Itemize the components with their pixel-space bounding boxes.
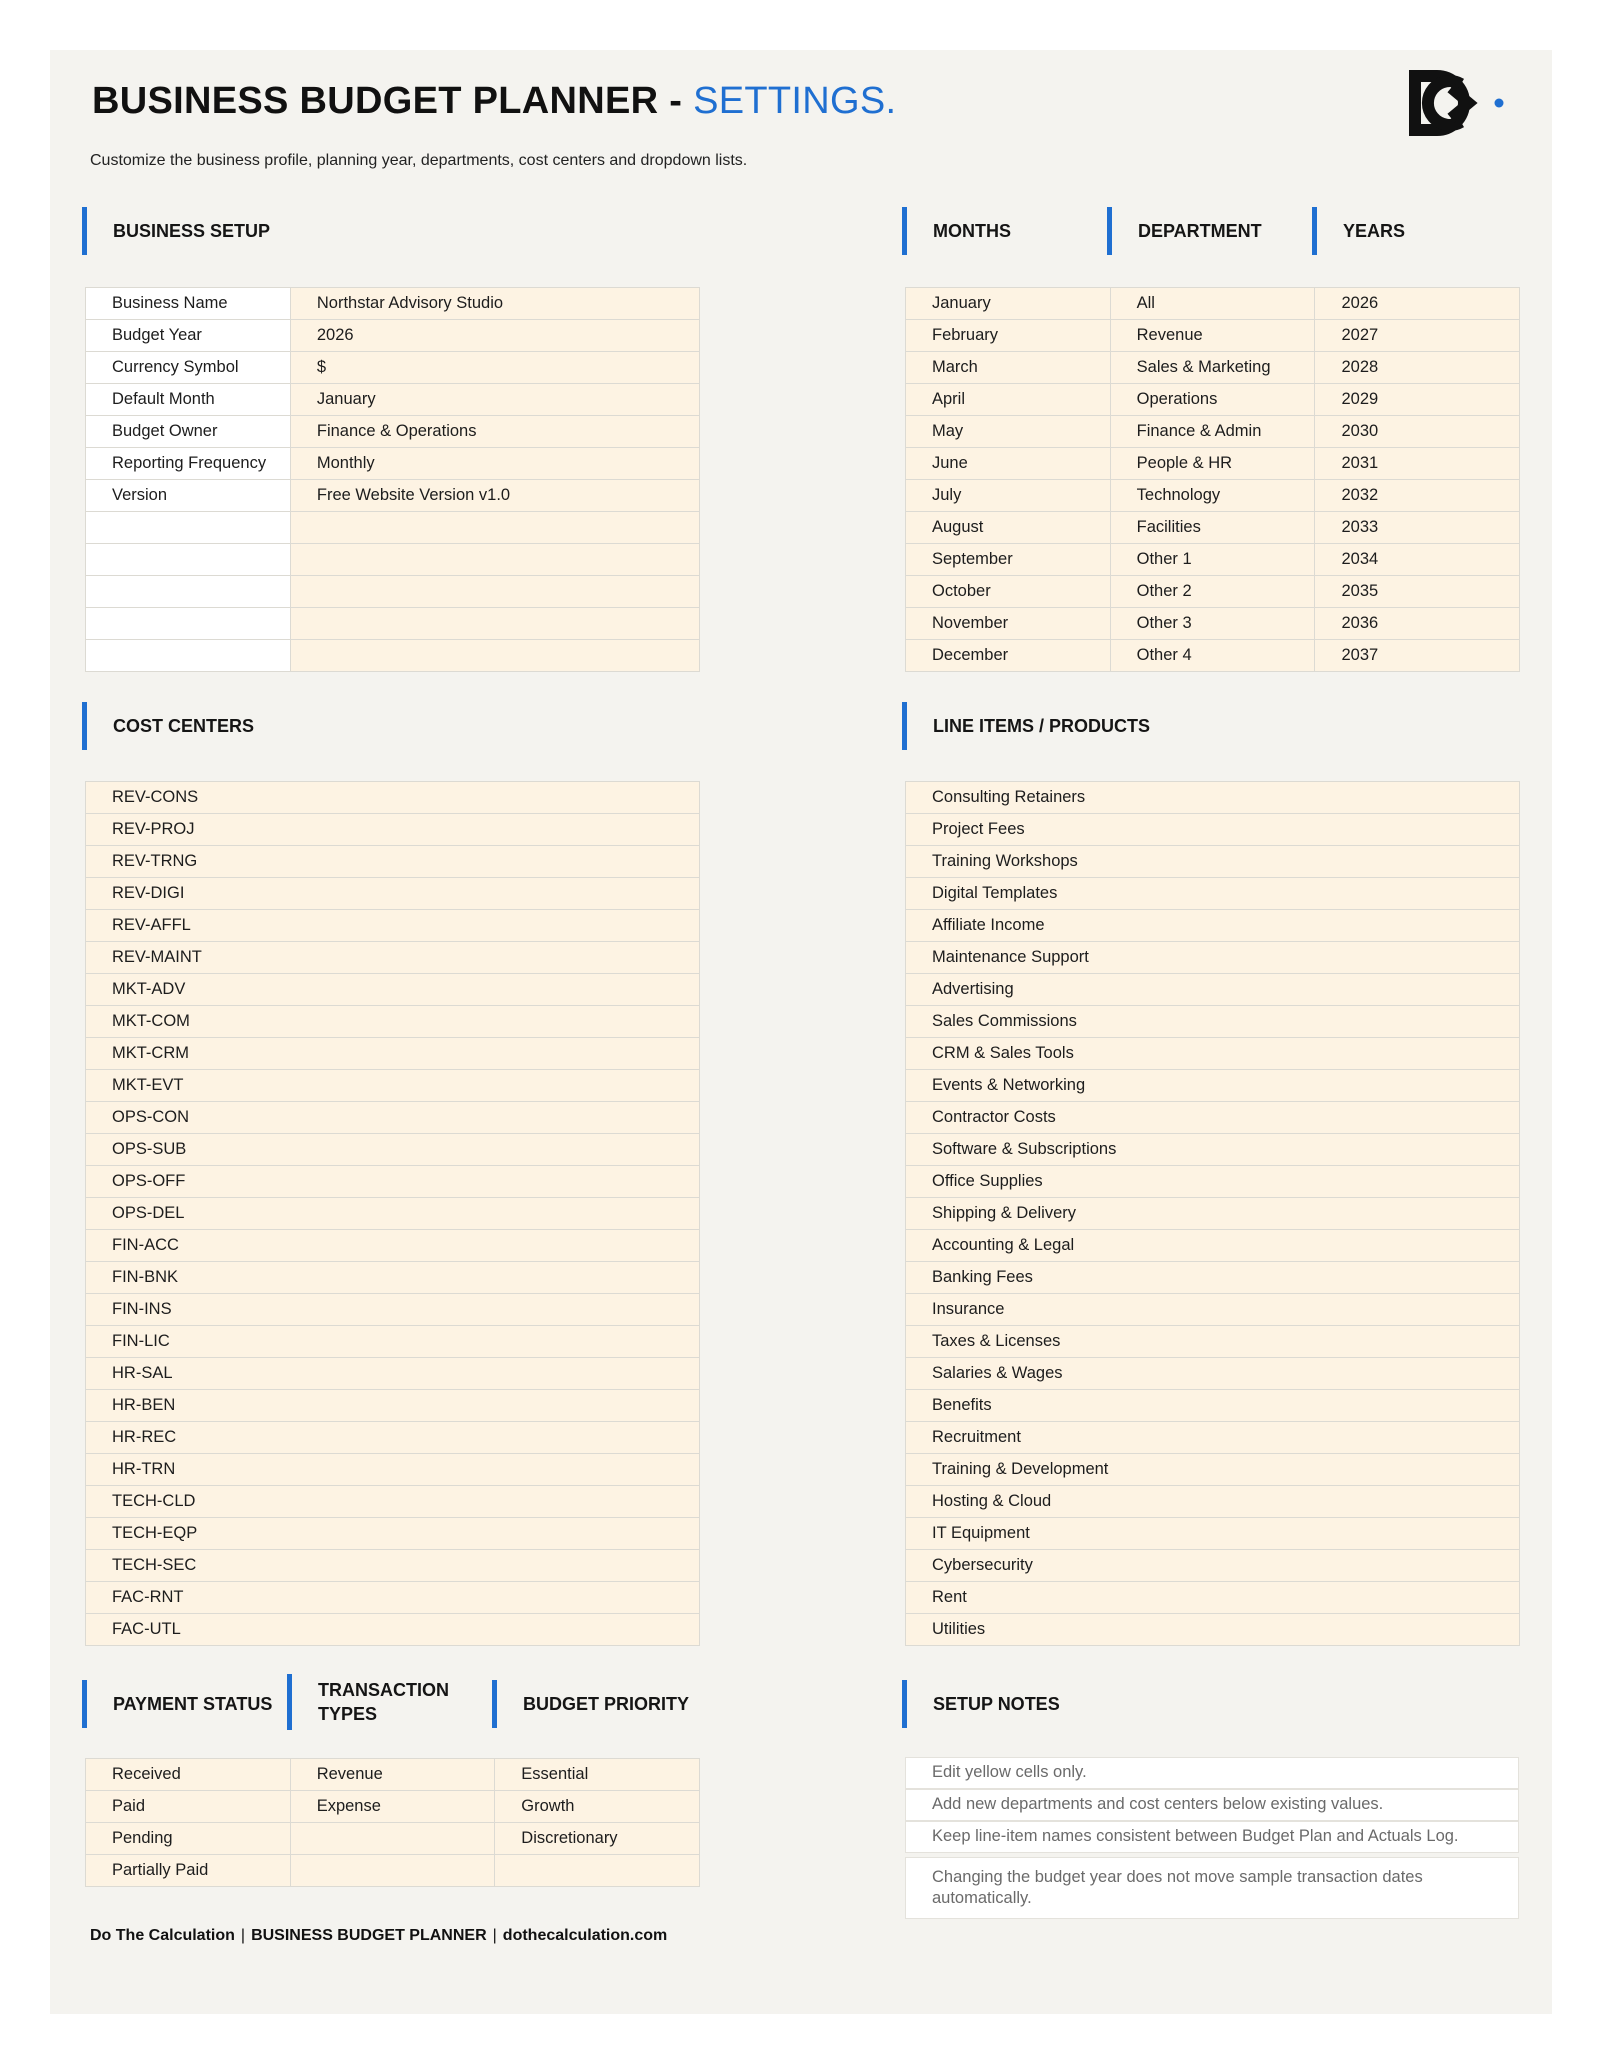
year-cell[interactable]: 2029 [1315,384,1520,416]
line-item-cell[interactable]: Software & Subscriptions [906,1134,1520,1166]
business-setup-row [86,448,700,480]
lists-row [906,480,1520,512]
cost-center-cell[interactable]: HR-TRN [86,1454,700,1486]
cost-center-cell[interactable]: OPS-SUB [86,1134,700,1166]
cost-center-row [86,1422,700,1454]
lists-table [905,287,1520,672]
line-item-cell[interactable]: IT Equipment [906,1518,1520,1550]
line-item-cell[interactable]: Project Fees [906,814,1520,846]
business-setup-row [86,480,700,512]
months-heading: MONTHS [902,207,1011,255]
line-item-cell[interactable]: Salaries & Wages [906,1358,1520,1390]
years-heading: YEARS [1312,207,1405,255]
cost-center-cell[interactable]: REV-TRNG [86,846,700,878]
line-item-cell[interactable]: Insurance [906,1294,1520,1326]
setting-label: Default Month [86,384,291,416]
transaction-type-cell[interactable]: Expense [290,1791,495,1823]
year-cell[interactable]: 2031 [1315,448,1520,480]
cost-center-row [86,1070,700,1102]
cost-center-row [86,1262,700,1294]
month-cell[interactable]: June [906,448,1111,480]
cost-center-row [86,1166,700,1198]
line-item-cell[interactable]: Rent [906,1582,1520,1614]
lists-row [906,288,1520,320]
setup-notes [905,1757,1519,1919]
line-item-cell[interactable]: Recruitment [906,1422,1520,1454]
setting-label: Version [86,480,291,512]
cost-center-cell[interactable]: FIN-ACC [86,1230,700,1262]
setting-value-cell[interactable]: Finance & Operations [290,416,699,448]
lists-row [906,320,1520,352]
budget-priority-heading: BUDGET PRIORITY [492,1680,689,1728]
department-cell[interactable]: Finance & Admin [1110,416,1315,448]
transaction-types-heading: TRANSACTION TYPES [287,1674,457,1730]
line-item-row [906,1294,1520,1326]
line-item-row [906,1166,1520,1198]
dc-logo-icon [1407,68,1507,138]
footer-separator: | [240,1927,246,1944]
cost-center-row [86,1038,700,1070]
cost-center-row [86,846,700,878]
line-item-cell[interactable]: Maintenance Support [906,942,1520,974]
department-cell[interactable]: Other 3 [1110,608,1315,640]
line-item-cell[interactable]: Training Workshops [906,846,1520,878]
cost-center-cell[interactable]: MKT-COM [86,1006,700,1038]
department-cell[interactable]: All [1110,288,1315,320]
line-item-row [906,846,1520,878]
year-cell[interactable]: 2028 [1315,352,1520,384]
title-accent: SETTINGS. [693,80,897,122]
cost-center-row [86,974,700,1006]
cost-center-row [86,910,700,942]
business-setup-row [86,352,700,384]
lists-row [906,352,1520,384]
line-item-cell[interactable]: CRM & Sales Tools [906,1038,1520,1070]
month-cell[interactable]: July [906,480,1111,512]
month-cell[interactable]: May [906,416,1111,448]
line-item-cell[interactable]: Benefits [906,1390,1520,1422]
line-items-table [905,781,1520,1646]
business-setup-row [86,416,700,448]
setting-label: Currency Symbol [86,352,291,384]
line-item-row [906,878,1520,910]
department-cell[interactable]: Facilities [1110,512,1315,544]
setting-label [86,608,291,640]
cost-center-row [86,1198,700,1230]
setup-note: Keep line-item names consistent between Budget Plan and Actuals Log. [905,1821,1519,1853]
line-item-cell[interactable]: Accounting & Legal [906,1230,1520,1262]
cost-center-cell[interactable]: MKT-ADV [86,974,700,1006]
footer-separator: | [492,1927,497,1944]
footer-product: BUSINESS BUDGET PLANNER [251,1927,487,1944]
cost-center-cell[interactable]: OPS-DEL [86,1198,700,1230]
line-item-row [906,1358,1520,1390]
department-heading: DEPARTMENT [1107,207,1262,255]
lists-row [906,512,1520,544]
payment-status-cell[interactable]: Paid [86,1791,291,1823]
department-cell[interactable]: People & HR [1110,448,1315,480]
line-item-cell[interactable]: Cybersecurity [906,1550,1520,1582]
line-item-row [906,1422,1520,1454]
month-cell[interactable]: October [906,576,1111,608]
setting-label: Reporting Frequency [86,448,291,480]
business-setup-row [86,384,700,416]
cost-centers-table [85,781,700,1646]
setting-value-cell[interactable]: Monthly [290,448,699,480]
setting-value-cell[interactable]: 2026 [290,320,699,352]
setting-value-cell[interactable] [290,608,699,640]
line-item-cell[interactable]: Hosting & Cloud [906,1486,1520,1518]
setting-value-cell[interactable] [290,640,699,672]
lists-row [906,608,1520,640]
line-item-cell[interactable]: Events & Networking [906,1070,1520,1102]
transaction-type-cell[interactable] [290,1855,495,1887]
line-item-row [906,1230,1520,1262]
cost-center-cell[interactable]: MKT-EVT [86,1070,700,1102]
line-item-row [906,1390,1520,1422]
setup-notes-heading: SETUP NOTES [902,1680,1060,1728]
page-title [92,80,896,123]
cost-center-row [86,782,700,814]
department-cell[interactable]: Technology [1110,480,1315,512]
lists-row [906,544,1520,576]
cost-center-row [86,1390,700,1422]
year-cell[interactable]: 2027 [1315,320,1520,352]
line-item-row [906,1454,1520,1486]
business-setup-row [86,320,700,352]
year-cell[interactable]: 2034 [1315,544,1520,576]
line-item-cell[interactable]: Training & Development [906,1454,1520,1486]
setting-value-cell[interactable] [290,576,699,608]
year-cell[interactable]: 2030 [1315,416,1520,448]
year-cell[interactable]: 2033 [1315,512,1520,544]
cost-center-row [86,1518,700,1550]
cost-center-cell[interactable]: REV-MAINT [86,942,700,974]
lists-row [906,640,1520,672]
footer-site: dothecalculation.com [502,1927,668,1944]
payment-status-cell[interactable]: Received [86,1759,291,1791]
setup-note: Changing the budget year does not move sample transaction dates automatically. [905,1857,1519,1919]
cost-center-cell[interactable]: FAC-RNT [86,1582,700,1614]
setting-label [86,544,291,576]
line-item-row [906,1038,1520,1070]
cost-center-cell[interactable]: REV-CONS [86,782,700,814]
title-main: BUSINESS BUDGET PLANNER - [92,80,694,122]
year-cell[interactable]: 2026 [1315,288,1520,320]
setting-value-cell[interactable]: Free Website Version v1.0 [290,480,699,512]
cost-center-cell[interactable]: FAC-UTL [86,1614,700,1646]
transaction-type-cell[interactable]: Revenue [290,1759,495,1791]
line-item-row [906,910,1520,942]
cost-center-row [86,1486,700,1518]
business-setup-row [86,544,700,576]
month-cell[interactable]: September [906,544,1111,576]
cost-centers-heading: COST CENTERS [82,702,254,750]
business-setup-heading: BUSINESS SETUP [82,207,270,255]
budget-priority-cell[interactable]: Essential [495,1759,700,1791]
line-item-row [906,1582,1520,1614]
cost-center-row [86,1550,700,1582]
dropdown-row [86,1791,700,1823]
line-item-cell[interactable]: Consulting Retainers [906,782,1520,814]
cost-center-row [86,942,700,974]
cost-center-row [86,814,700,846]
month-cell[interactable]: November [906,608,1111,640]
line-item-row [906,1198,1520,1230]
lists-row [906,384,1520,416]
line-item-row [906,1614,1520,1646]
business-setup-table [85,287,700,672]
setting-label [86,640,291,672]
lists-row [906,416,1520,448]
department-cell[interactable]: Revenue [1110,320,1315,352]
page-subtitle: Customize the business profile, planning year, departments, cost centers and dropdown lists. [90,152,748,169]
department-cell[interactable]: Operations [1110,384,1315,416]
cost-center-cell[interactable]: FIN-INS [86,1294,700,1326]
setting-value-cell[interactable]: Northstar Advisory Studio [290,288,699,320]
year-cell[interactable]: 2036 [1315,608,1520,640]
line-item-row [906,1102,1520,1134]
cost-center-row [86,1102,700,1134]
cost-center-row [86,1582,700,1614]
line-item-cell[interactable]: Shipping & Delivery [906,1198,1520,1230]
cost-center-cell[interactable]: FIN-BNK [86,1262,700,1294]
line-item-row [906,1326,1520,1358]
line-item-cell[interactable]: Contractor Costs [906,1102,1520,1134]
setting-label [86,576,291,608]
setting-value-cell[interactable] [290,544,699,576]
department-cell[interactable]: Sales & Marketing [1110,352,1315,384]
dropdown-row [86,1855,700,1887]
footer-brand: Do The Calculation [90,1927,235,1944]
line-item-row [906,1006,1520,1038]
line-item-cell[interactable]: Taxes & Licenses [906,1326,1520,1358]
line-item-row [906,974,1520,1006]
budget-priority-cell[interactable]: Discretionary [495,1823,700,1855]
cost-center-row [86,878,700,910]
cost-center-cell[interactable]: HR-BEN [86,1390,700,1422]
line-item-row [906,814,1520,846]
cost-center-row [86,1326,700,1358]
line-item-row [906,1070,1520,1102]
department-cell[interactable]: Other 2 [1110,576,1315,608]
setting-value-cell[interactable]: $ [290,352,699,384]
year-cell[interactable]: 2037 [1315,640,1520,672]
business-setup-row [86,576,700,608]
line-item-row [906,942,1520,974]
cost-center-cell[interactable]: OPS-CON [86,1102,700,1134]
payment-status-cell[interactable]: Partially Paid [86,1855,291,1887]
year-cell[interactable]: 2032 [1315,480,1520,512]
line-item-row [906,1518,1520,1550]
month-cell[interactable]: March [906,352,1111,384]
setting-label [86,512,291,544]
cost-center-row [86,1454,700,1486]
line-item-cell[interactable]: Banking Fees [906,1262,1520,1294]
cost-center-cell[interactable]: REV-PROJ [86,814,700,846]
footer [90,1927,667,1945]
setting-value-cell[interactable]: January [290,384,699,416]
cost-center-row [86,1230,700,1262]
setting-label: Budget Year [86,320,291,352]
cost-center-cell[interactable]: REV-DIGI [86,878,700,910]
line-item-row [906,1486,1520,1518]
line-item-cell[interactable]: Advertising [906,974,1520,1006]
dropdown-row [86,1823,700,1855]
budget-priority-cell[interactable] [495,1855,700,1887]
line-item-row [906,1262,1520,1294]
line-item-cell[interactable]: Digital Templates [906,878,1520,910]
department-cell[interactable]: Other 4 [1110,640,1315,672]
setting-label: Budget Owner [86,416,291,448]
cost-center-cell[interactable]: REV-AFFL [86,910,700,942]
cost-center-cell[interactable]: HR-SAL [86,1358,700,1390]
transaction-type-cell[interactable] [290,1823,495,1855]
line-item-row [906,782,1520,814]
cost-center-row [86,1134,700,1166]
month-cell[interactable]: April [906,384,1111,416]
setting-value-cell[interactable] [290,512,699,544]
line-item-cell[interactable]: Office Supplies [906,1166,1520,1198]
business-setup-row [86,512,700,544]
budget-priority-cell[interactable]: Growth [495,1791,700,1823]
lists-row [906,448,1520,480]
setup-note: Edit yellow cells only. [905,1757,1519,1789]
line-items-heading: LINE ITEMS / PRODUCTS [902,702,1150,750]
business-setup-row [86,640,700,672]
cost-center-cell[interactable]: TECH-SEC [86,1550,700,1582]
department-cell[interactable]: Other 1 [1110,544,1315,576]
cost-center-cell[interactable]: HR-REC [86,1422,700,1454]
line-item-row [906,1134,1520,1166]
business-setup-row [86,608,700,640]
cost-center-cell[interactable]: MKT-CRM [86,1038,700,1070]
cost-center-row [86,1006,700,1038]
month-cell[interactable]: August [906,512,1111,544]
setup-note: Add new departments and cost centers below existing values. [905,1789,1519,1821]
dropdowns-table [85,1758,700,1887]
cost-center-cell[interactable]: FIN-LIC [86,1326,700,1358]
payment-status-cell[interactable]: Pending [86,1823,291,1855]
cost-center-row [86,1614,700,1646]
cost-center-row [86,1358,700,1390]
dropdown-row [86,1759,700,1791]
line-item-cell[interactable]: Utilities [906,1614,1520,1646]
line-item-row [906,1550,1520,1582]
payment-status-heading: PAYMENT STATUS [82,1680,272,1728]
line-item-cell[interactable]: Sales Commissions [906,1006,1520,1038]
cost-center-row [86,1294,700,1326]
year-cell[interactable]: 2035 [1315,576,1520,608]
setting-label: Business Name [86,288,291,320]
lists-row [906,576,1520,608]
line-item-cell[interactable]: Affiliate Income [906,910,1520,942]
cost-center-cell[interactable]: OPS-OFF [86,1166,700,1198]
month-cell[interactable]: December [906,640,1111,672]
business-setup-row [86,288,700,320]
cost-center-cell[interactable]: TECH-CLD [86,1486,700,1518]
month-cell[interactable]: February [906,320,1111,352]
cost-center-cell[interactable]: TECH-EQP [86,1518,700,1550]
month-cell[interactable]: January [906,288,1111,320]
